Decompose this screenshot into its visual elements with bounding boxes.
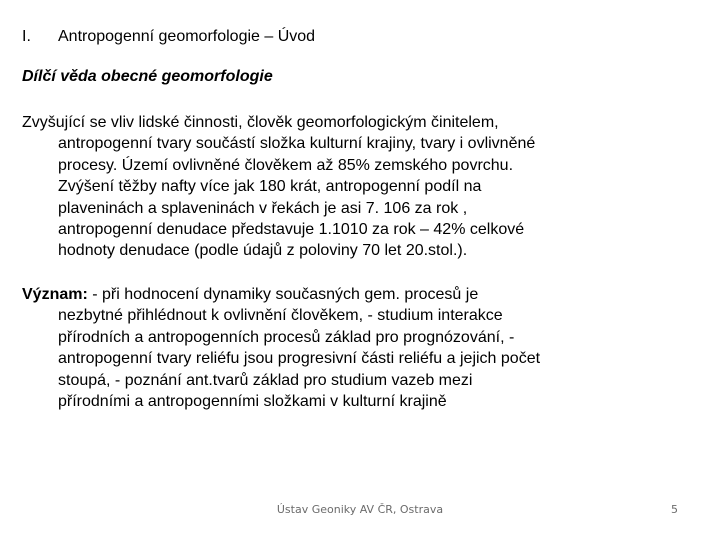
paragraph-intro	[22, 112, 702, 262]
slide-subtitle: Dílčí věda obecné geomorfologie	[22, 68, 273, 85]
paragraph-line-rest: - při hodnocení dynamiky současných gem. procesů je	[87, 286, 479, 303]
paragraph-line: Zvyšující se vliv lidské činnosti, člověk geomorfologickým činitelem,	[22, 114, 499, 131]
paragraph-line: plaveninách a splaveninách v řekách je asi 7. 106 za rok ,	[58, 199, 468, 217]
paragraph-line: stoupá, - poznání ant.tvarů základ pro studium vazeb mezi	[58, 371, 473, 389]
paragraph-line: antropogenní tvary součástí složka kulturní krajiny, tvary i ovlivněné	[58, 135, 536, 153]
paragraph-line: nezbytné přihlédnout k ovlivnění člověkem, - studium interakce	[58, 307, 503, 325]
slide-header	[22, 27, 315, 47]
paragraph-line: hodnoty denudace (podle údajů z poloviny 70 let 20.stol.).	[58, 242, 468, 260]
paragraph-line: antropogenní tvary reliéfu jsou progresivní části reliéfu a jejich počet	[58, 350, 541, 368]
slide-footer: Ústav Geoniky AV ČR, Ostrava	[276, 503, 444, 516]
paragraph-line: procesy. Území ovlivněné člověkem až 85% zemského povrchu.	[58, 156, 514, 174]
paragraph-line: Zvýšení těžby nafty více jak 180 krát, antropogenní podíl na	[58, 178, 482, 196]
paragraph-significance	[22, 284, 702, 412]
significance-label: Význam:	[22, 286, 88, 303]
paragraph-first-line	[22, 284, 702, 305]
paragraph-line: přírodními a antropogenními složkami v kulturní krajině	[58, 393, 447, 411]
section-number: I.	[22, 28, 31, 45]
page-number: 5	[671, 503, 678, 516]
paragraph-line: přírodních a antropogenních procesů základ pro prognózování, -	[58, 328, 515, 346]
paragraph-line: antropogenní denudace představuje 1.1010 za rok – 42% celkové	[58, 221, 525, 239]
slide-title: Antropogenní geomorfologie – Úvod	[58, 28, 316, 45]
